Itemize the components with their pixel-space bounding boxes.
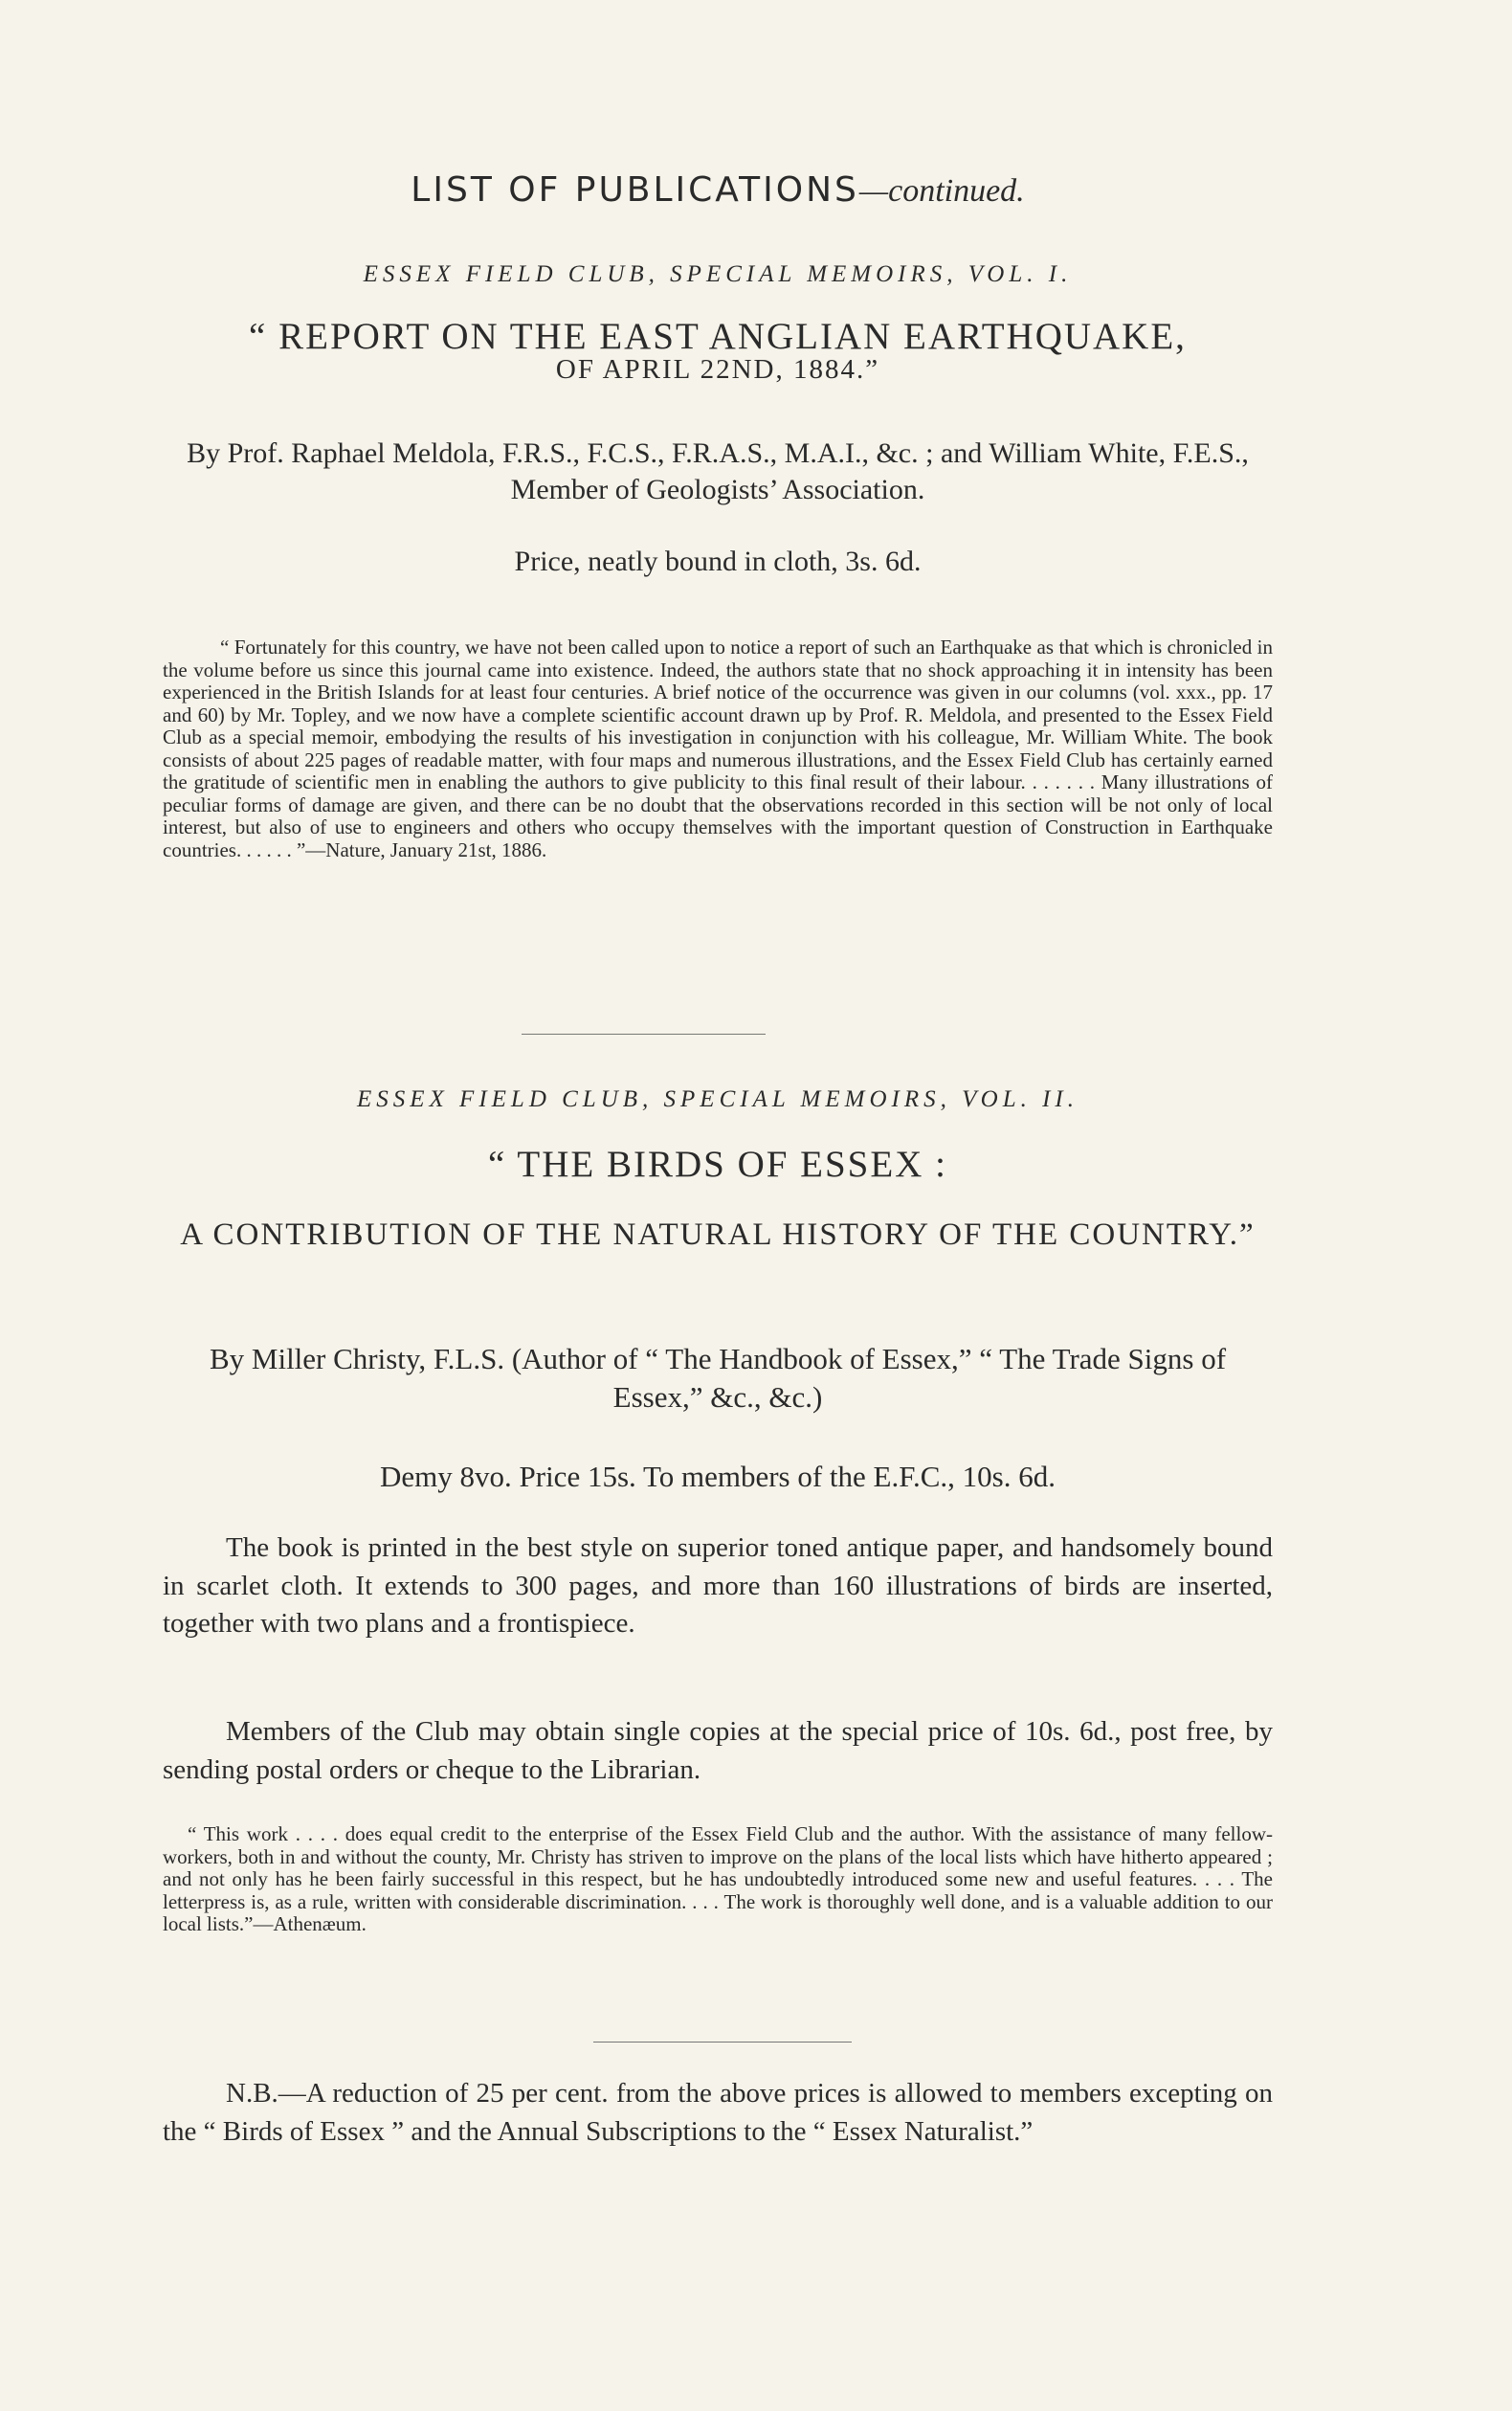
memoir2-members-offer: Members of the Club may obtain single copies at the special price of 10s. 6d., post free, by sending postal orders or cheque to the Librarian. [163,1716,1273,1785]
memoir1-series: ESSEX FIELD CLUB, SPECIAL MEMOIRS, VOL. I. [363,261,1073,287]
section-divider [522,1034,766,1035]
memoir1-price: Price, neatly bound in cloth, 3s. 6d. [514,546,922,577]
memoir2-price: Demy 8vo. Price 15s. To members of the E.F.C., 10s. 6d. [380,1460,1056,1493]
memoir2-description: The book is printed in the best style on superior toned antique paper, and handsomely bound in scarlet cloth. It extends to 300 pages, and more than 160 illustrations of birds are inserted, together with two plans and a frontispiece. [163,1532,1273,1639]
memoir2-title: “ THE BIRDS OF ESSEX : [488,1144,947,1185]
memoir2-authors: By Miller Christy, F.L.S. (Author of “ The Handbook of Essex,” “ The Trade Signs of Essex,” &c., &c.) [209,1342,1227,1414]
title-text: LIST OF PUBLICATIONS [411,170,859,210]
memoir1-subtitle: OF APRIL 22ND, 1884.” [555,354,880,385]
page-title [163,170,1273,210]
memoir1-review: “ Fortunately for this country, we have not been called upon to notice a report of such an Earthquake as that which is chronicled in the volume before us since this journal came into existence. Indeed, the authors state that no shock approaching it in intensity has been experienced in the British Islands for at least four centuries. A brief notice of the occurrence was given in our columns (vol. xxx., pp. 17 and 60) by Mr. Topley, and we now have a complete scientific account drawn up by Prof. R. Meldola, and presented to the Essex Field Club as a special memoir, embodying the results of his investigation in conjunction with his colleague, Mr. William White. The book consists of about 225 pages of readable matter, with four maps and numerous illustrations, and the Essex Field Club has certainly earned the gratitude of scientific men in enabling the authors to give publicity to this final result of their labour. . . . . . . Many illustrations of peculiar forms of damage are given, and there can be no doubt that the observations recorded in this section will be not only of local interest, but also of use to engineers and others who occupy themselves with the important question of Construction in Earthquake countries. . . . . . ”—Nature, January 21st, 1886. [163,636,1273,861]
memoir1-authors: By Prof. Raphael Meldola, F.R.S., F.C.S., F.R.A.S., M.A.I., &c. ; and William White, F.E.S., Member of Geologists’ Association. [187,437,1249,505]
memoir2-review: “ This work . . . . does equal credit to the enterprise of the Essex Field Club and the author. With the assistance of many fellow-workers, both in and without the county, Mr. Christy has striven to improve on the plans of the local lists which have hitherto appeared ; and not only has he been fairly successful in this respect, but he has undoubtedly introduced some new and useful features. . . . The letterpress is, as a rule, written with considerable discrimination. . . . The work is thoroughly well done, and is a valuable addition to our local lists.”—Athenæum. [163,1822,1273,1935]
memoir2-subtitle: A CONTRIBUTION OF THE NATURAL HISTORY OF THE COUNTRY.” [180,1217,1256,1252]
memoir1-title: “ REPORT ON THE EAST ANGLIAN EARTHQUAKE, [249,316,1187,357]
nb-note: N.B.—A reduction of 25 per cent. from the above prices is allowed to members excepting on the “ Birds of Essex ” and the Annual Subscriptions to the “ Essex Naturalist.” [163,2078,1273,2147]
title-continued: —continued. [858,173,1025,209]
section-divider-2 [593,2042,852,2043]
memoir2-series: ESSEX FIELD CLUB, SPECIAL MEMOIRS, VOL. II. [356,1086,1078,1112]
